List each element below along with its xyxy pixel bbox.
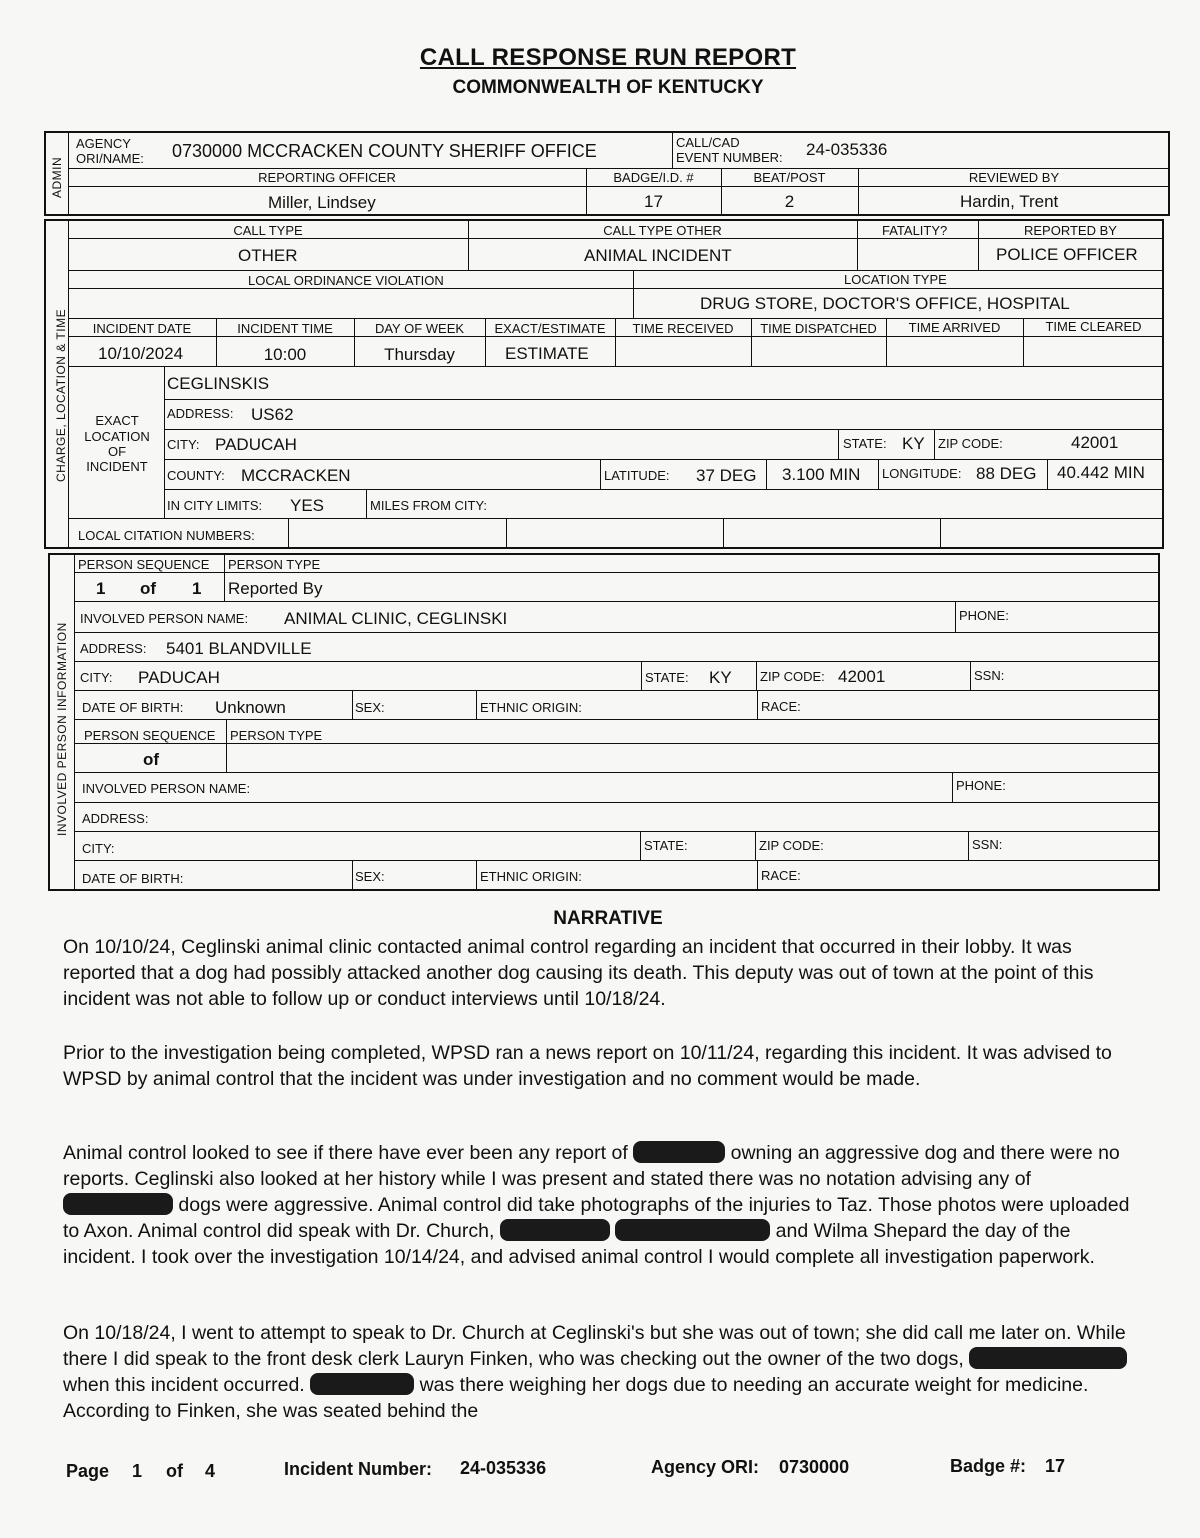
narrative-paragraph-3: Animal control looked to see if there have ever been any report of owning an aggressive dog and there were no reports. Ceglinski also looked at her history while I was present and stated there was no notation advising any of dogs were aggressive. Animal control did take photographs of the injuries to Taz. Those photos were uploaded to Axon. Animal control did speak with Dr. Church, and Wilma Shepard the day of the incident. I took over the investigation 10/14/24, and advised animal control I would complete all investigation paperwork. [63,1142,1130,1268]
p1-type-label: PERSON TYPE [228,557,321,572]
time-arrived-label: TIME ARRIVED [908,320,1001,335]
officer-label: REPORTING OFFICER [258,170,396,185]
charge-section-label: CHARGE, LOCATION & TIME [54,308,68,482]
admin-section-label: ADMIN [50,156,64,198]
p1-seq-of: of [140,579,157,598]
city-limits-value: YES [290,496,325,515]
exact-location-label: EXACT [95,413,139,428]
location-city-label: CITY: [167,437,200,452]
p2-zip-label: ZIP CODE: [759,838,824,853]
ordinance-label: LOCAL ORDINANCE VIOLATION [248,273,444,288]
p1-race-label: RACE: [761,699,801,714]
redaction-mark [310,1373,414,1395]
p1-seq-num: 1 [96,579,106,598]
footer-badge-value: 17 [1045,1456,1066,1476]
p1-name-value: ANIMAL CLINIC, CEGLINSKI [284,609,508,628]
latitude-label: LATITUDE: [604,468,670,483]
p1-ethnic-label: ETHNIC ORIGIN: [480,700,582,715]
agency-value: 0730000 MCCRACKEN COUNTY SHERIFF OFFICE [172,141,597,161]
reviewed-value: Hardin, Trent [960,192,1059,211]
p1-zip-value: 42001 [838,667,886,686]
location-state-label: STATE: [843,436,887,451]
time-received-label: TIME RECEIVED [632,321,734,336]
p2-state-label: STATE: [644,838,688,853]
redaction-mark [633,1141,725,1163]
p1-sex-label: SEX: [355,700,385,715]
incident-time-value: 10:00 [263,345,307,364]
p1-dob-value: Unknown [215,698,286,717]
footer-incident-value: 24-035336 [460,1458,547,1478]
p2-sex-label: SEX: [355,869,385,884]
location-zip-value: 42001 [1071,433,1119,452]
exact-estimate-value: ESTIMATE [505,344,589,363]
exact-estimate-label: EXACT/ESTIMATE [494,321,606,336]
agency-label: AGENCY [76,136,131,151]
location-address-value: US62 [251,405,294,424]
redaction-mark [63,1193,173,1215]
narrative-title: NARRATIVE [553,908,663,929]
reviewed-label: REVIEWED BY [968,170,1060,185]
report-title: CALL RESPONSE RUN REPORT [419,44,797,71]
p1-type-value: Reported By [228,579,323,598]
badge-label: BADGE/I.D. # [613,170,694,185]
call-type-value: OTHER [238,246,298,265]
narrative-paragraph-2: Prior to the investigation being completed, WPSD ran a news report on 10/11/24, regarding this incident. It was advised to WPSD by animal control that the incident was under investigation and no comment would be made. [63,1042,1112,1090]
longitude-label: LONGITUDE: [882,466,962,481]
p2-seq-of: of [143,750,160,769]
incident-date-value: 10/10/2024 [98,344,184,363]
page-total: 4 [205,1461,216,1481]
longitude-deg: 88 DEG [976,464,1037,483]
city-limits-label: IN CITY LIMITS: [167,498,263,513]
p1-city-label: CITY: [80,670,113,685]
p1-seq-total: 1 [192,579,202,598]
p2-dob-label: DATE OF BIRTH: [82,871,184,886]
cad-label-2: EVENT NUMBER: [676,150,783,165]
page-number: 1 [132,1461,143,1481]
call-type-label: CALL TYPE [233,223,303,238]
p1-dob-label: DATE OF BIRTH: [82,700,184,715]
p1-address-label: ADDRESS: [80,641,147,656]
cad-label: CALL/CAD [676,135,740,150]
location-zip-label: ZIP CODE: [938,436,1003,451]
p1-state-label: STATE: [645,670,689,685]
report-subtitle: COMMONWEALTH OF KENTUCKY [452,77,764,98]
p1-state-value: KY [709,668,732,687]
location-address-label: ADDRESS: [167,406,234,421]
footer-agency-label: Agency ORI: [651,1457,760,1477]
page-of: of [166,1461,183,1481]
latitude-deg: 37 DEG [696,466,757,485]
page-label: Page [66,1461,110,1481]
longitude-min: 40.442 MIN [1057,463,1145,482]
reported-by-label: REPORTED BY [1024,223,1117,238]
footer-agency-value: 0730000 [779,1457,850,1477]
fatality-label: FATALITY? [882,223,948,238]
incident-time-label: INCIDENT TIME [237,321,333,336]
citation-label: LOCAL CITATION NUMBERS: [78,528,255,543]
miles-from-city-label: MILES FROM CITY: [370,498,488,513]
county-label: COUNTY: [167,468,225,483]
p2-race-label: RACE: [761,868,801,883]
p2-seq-label: PERSON SEQUENCE [84,728,216,743]
time-dispatched-label: TIME DISPATCHED [760,321,877,336]
county-value: MCCRACKEN [241,466,351,485]
p2-phone-label: PHONE: [956,778,1006,793]
incident-date-label: INCIDENT DATE [92,321,192,336]
call-type-other-value: ANIMAL INCIDENT [584,246,732,265]
beat-label: BEAT/POST [753,170,826,185]
involved-section-label: INVOLVED PERSON INFORMATION [55,622,69,836]
location-name: CEGLINSKIS [167,374,270,393]
narrative-paragraph-1: On 10/10/24, Ceglinski animal clinic contacted animal control regarding an incident that occurred in their lobby. It was reported that a dog had possibly attacked another dog causing its death. This deputy was out of town at the point of this incident was not able to follow up or conduct interviews until 10/18/24. [63,936,1094,1010]
narrative-paragraph-4: On 10/18/24, I went to attempt to speak to Dr. Church at Ceglinski's but she was out of town; she did call me later on. While there I did speak to the front desk clerk Lauryn Finken, who was checking out the owner of the two dogs, when this incident occurred. was there weighing her dogs due to needing an accurate weight for medicine. According to Finken, she was seated behind the [63,1322,1126,1422]
p2-city-label: CITY: [82,841,115,856]
day-value: Thursday [384,345,455,364]
cad-value: 24-035336 [806,140,888,159]
latitude-min: 3.100 MIN [782,465,861,484]
p1-ssn-label: SSN: [974,668,1005,683]
badge-value: 17 [644,192,663,211]
day-label: DAY OF WEEK [374,321,465,336]
p2-type-label: PERSON TYPE [230,728,323,743]
beat-value: 2 [784,192,795,211]
p2-name-label: INVOLVED PERSON NAME: [82,781,251,796]
p1-address-value: 5401 BLANDVILLE [166,639,312,658]
footer-incident-label: Incident Number: [284,1459,433,1479]
p2-address-label: ADDRESS: [82,811,149,826]
p2-ethnic-label: ETHNIC ORIGIN: [480,869,582,884]
location-city-value: PADUCAH [215,435,297,454]
p1-zip-label: ZIP CODE: [760,669,825,684]
redaction-mark [500,1219,610,1241]
p1-phone-label: PHONE: [959,608,1009,623]
redaction-mark [969,1347,1127,1369]
p1-name-label: INVOLVED PERSON NAME: [80,611,249,626]
call-type-other-label: CALL TYPE OTHER [603,223,722,238]
p1-city-value: PADUCAH [138,668,220,687]
location-type-value: DRUG STORE, DOCTOR'S OFFICE, HOSPITAL [700,294,1070,313]
p2-ssn-label: SSN: [972,837,1003,852]
redaction-mark [615,1219,770,1241]
reported-by-value: POLICE OFFICER [996,245,1138,264]
location-type-label: LOCATION TYPE [844,272,947,287]
time-cleared-label: TIME CLEARED [1045,319,1142,334]
location-state-value: KY [902,434,925,453]
footer-badge-label: Badge #: [950,1456,1027,1476]
agency-label-2: ORI/NAME: [76,151,144,166]
officer-value: Miller, Lindsey [268,193,376,212]
p1-seq-label: PERSON SEQUENCE [78,557,210,572]
